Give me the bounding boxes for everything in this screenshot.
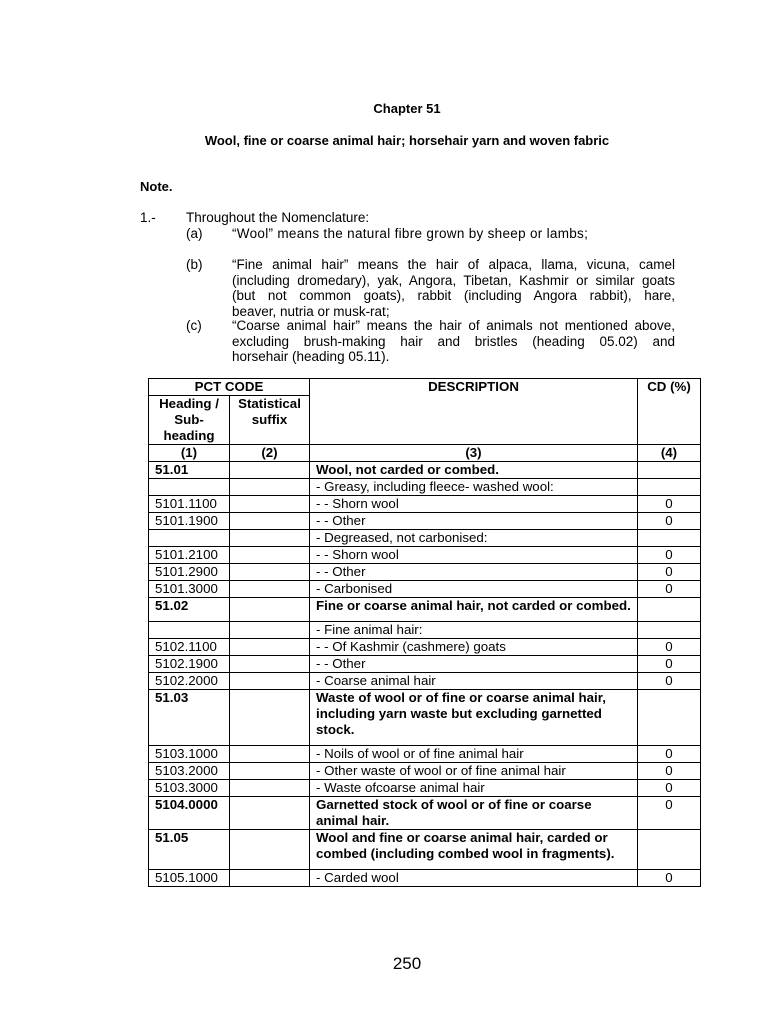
table-row xyxy=(149,496,701,513)
cell-description: - - Other xyxy=(310,656,638,673)
note-item-b-line: (including dromedary), yak, Angora, Tibetan, Kashmir or similar goats xyxy=(232,272,675,288)
note-number: 1.- xyxy=(140,210,156,225)
note-item-a-line: “Wool” means the natural fibre grown by sheep or lambs; xyxy=(232,226,589,241)
note-heading: Note. xyxy=(140,179,173,194)
cell-suffix xyxy=(230,673,310,690)
table-row xyxy=(149,780,701,797)
cell-code: 51.05 xyxy=(149,830,230,870)
note-item-b-line: (but not common goats), rabbit (including Angora rabbit), hare, xyxy=(232,288,675,303)
cell-cd: 0 xyxy=(638,780,701,797)
cell-code: 5103.1000 xyxy=(149,746,230,763)
cell-code: 5101.2900 xyxy=(149,564,230,581)
header-description: DESCRIPTION xyxy=(310,379,638,445)
cell-description: - - Other xyxy=(310,513,638,530)
column-number: (3) xyxy=(310,445,638,462)
cell-description: Fine or coarse animal hair, not carded or combed. xyxy=(310,598,638,622)
cell-code: 5105.1000 xyxy=(149,870,230,887)
cell-suffix xyxy=(230,656,310,673)
cell-cd xyxy=(638,622,701,639)
table-row xyxy=(149,797,701,830)
cell-suffix xyxy=(230,547,310,564)
tariff-table-body xyxy=(149,379,701,887)
cell-description: - Noils of wool or of fine animal hair xyxy=(310,746,638,763)
cell-suffix xyxy=(230,797,310,830)
chapter-subtitle: Wool, fine or coarse animal hair; horsehair yarn and woven fabric xyxy=(204,133,610,148)
chapter-title: Chapter 51 xyxy=(373,101,441,116)
cell-suffix xyxy=(230,639,310,656)
page-number: 250 xyxy=(392,954,422,973)
cell-cd: 0 xyxy=(638,763,701,780)
table-row xyxy=(149,513,701,530)
cell-cd: 0 xyxy=(638,746,701,763)
note-item-b-line: “Fine animal hair” means the hair of alpaca, llama, vicuna, camel xyxy=(232,257,675,272)
cell-code: 5101.1100 xyxy=(149,496,230,513)
table-row xyxy=(149,462,701,479)
cell-description: - - Of Kashmir (cashmere) goats xyxy=(310,639,638,656)
header-heading-subheading: Heading / Sub- heading xyxy=(149,396,230,445)
cell-code: 5101.3000 xyxy=(149,581,230,598)
cell-suffix xyxy=(230,763,310,780)
cell-cd: 0 xyxy=(638,496,701,513)
cell-code: 5102.1900 xyxy=(149,656,230,673)
cell-cd xyxy=(638,598,701,622)
cell-description: Wool, not carded or combed. xyxy=(310,462,638,479)
cell-description: - - Shorn wool xyxy=(310,496,638,513)
cell-cd xyxy=(638,479,701,496)
table-row xyxy=(149,479,701,496)
cell-code: 5102.1100 xyxy=(149,639,230,656)
cell-description: - Degreased, not carbonised: xyxy=(310,530,638,547)
cell-code: 5103.3000 xyxy=(149,780,230,797)
cell-description: - - Other xyxy=(310,564,638,581)
header-pct-code: PCT CODE xyxy=(149,379,310,396)
cell-cd: 0 xyxy=(638,513,701,530)
cell-description: - Fine animal hair: xyxy=(310,622,638,639)
cell-description: - Greasy, including fleece- washed wool: xyxy=(310,479,638,496)
table-row xyxy=(149,530,701,547)
note-item-c-text xyxy=(232,318,675,365)
table-row xyxy=(149,564,701,581)
table-row xyxy=(149,673,701,690)
note-item-b-text xyxy=(232,257,675,319)
note-item-c-line: excluding brush-making hair and bristles (heading 05.02) and xyxy=(232,333,675,349)
table-row xyxy=(149,763,701,780)
cell-cd: 0 xyxy=(638,581,701,598)
table-row xyxy=(149,622,701,639)
column-number: (4) xyxy=(638,445,701,462)
table-row xyxy=(149,581,701,598)
cell-code: 51.01 xyxy=(149,462,230,479)
note-item-c-line: horsehair (heading 05.11). xyxy=(232,349,390,364)
cell-cd xyxy=(638,830,701,870)
table-row xyxy=(149,830,701,870)
cell-code xyxy=(149,479,230,496)
cell-cd xyxy=(638,462,701,479)
cell-cd: 0 xyxy=(638,547,701,564)
cell-suffix xyxy=(230,496,310,513)
cell-cd: 0 xyxy=(638,870,701,887)
cell-description: Wool and fine or coarse animal hair, carded or combed (including combed wool in fragments). xyxy=(310,830,638,870)
note-intro: Throughout the Nomenclature: xyxy=(186,210,370,225)
cell-cd: 0 xyxy=(638,673,701,690)
cell-description: - Other waste of wool or of fine animal hair xyxy=(310,763,638,780)
cell-suffix xyxy=(230,690,310,746)
cell-suffix xyxy=(230,462,310,479)
cell-code: 5104.0000 xyxy=(149,797,230,830)
cell-suffix xyxy=(230,870,310,887)
note-item-c-line: “Coarse animal hair” means the hair of animals not mentioned above, xyxy=(232,318,675,333)
cell-cd: 0 xyxy=(638,797,701,830)
cell-code: 51.03 xyxy=(149,690,230,746)
table-header-row xyxy=(149,379,701,396)
table-row xyxy=(149,746,701,763)
table-column-number-row xyxy=(149,445,701,462)
cell-code: 5101.1900 xyxy=(149,513,230,530)
cell-cd: 0 xyxy=(638,639,701,656)
note-item-b-letter: (b) xyxy=(186,257,203,272)
cell-suffix xyxy=(230,581,310,598)
note-item-a-letter: (a) xyxy=(186,226,203,241)
cell-description: - Coarse animal hair xyxy=(310,673,638,690)
cell-suffix xyxy=(230,830,310,870)
cell-code: 5102.2000 xyxy=(149,673,230,690)
cell-cd: 0 xyxy=(638,656,701,673)
tariff-table xyxy=(148,378,701,887)
cell-suffix xyxy=(230,622,310,639)
cell-suffix xyxy=(230,780,310,797)
header-cd: CD (%) xyxy=(638,379,701,445)
cell-suffix xyxy=(230,479,310,496)
cell-cd: 0 xyxy=(638,564,701,581)
cell-code: 5101.2100 xyxy=(149,547,230,564)
cell-code xyxy=(149,622,230,639)
note-item-b-line: beaver, nutria or musk-rat; xyxy=(232,303,390,319)
cell-cd xyxy=(638,690,701,746)
cell-code: 5103.2000 xyxy=(149,763,230,780)
cell-suffix xyxy=(230,598,310,622)
table-row xyxy=(149,547,701,564)
note-item-c-letter: (c) xyxy=(186,318,202,333)
note-item-a-text xyxy=(232,226,675,242)
cell-suffix xyxy=(230,746,310,763)
table-row xyxy=(149,598,701,622)
cell-suffix xyxy=(230,564,310,581)
cell-description: - Carded wool xyxy=(310,870,638,887)
cell-description: - Waste ofcoarse animal hair xyxy=(310,780,638,797)
cell-cd xyxy=(638,530,701,547)
table-row xyxy=(149,656,701,673)
table-row xyxy=(149,639,701,656)
header-statistical-suffix: Statistical suffix xyxy=(230,396,310,445)
column-number: (1) xyxy=(149,445,230,462)
cell-suffix xyxy=(230,513,310,530)
column-number: (2) xyxy=(230,445,310,462)
cell-description: - - Shorn wool xyxy=(310,547,638,564)
cell-code xyxy=(149,530,230,547)
cell-description: Garnetted stock of wool or of fine or coarse animal hair. xyxy=(310,797,638,830)
cell-description: Waste of wool or of fine or coarse animal hair, including yarn waste but excluding garnetted stock. xyxy=(310,690,638,746)
table-row xyxy=(149,870,701,887)
cell-suffix xyxy=(230,530,310,547)
cell-description: - Carbonised xyxy=(310,581,638,598)
table-row xyxy=(149,690,701,746)
cell-code: 51.02 xyxy=(149,598,230,622)
